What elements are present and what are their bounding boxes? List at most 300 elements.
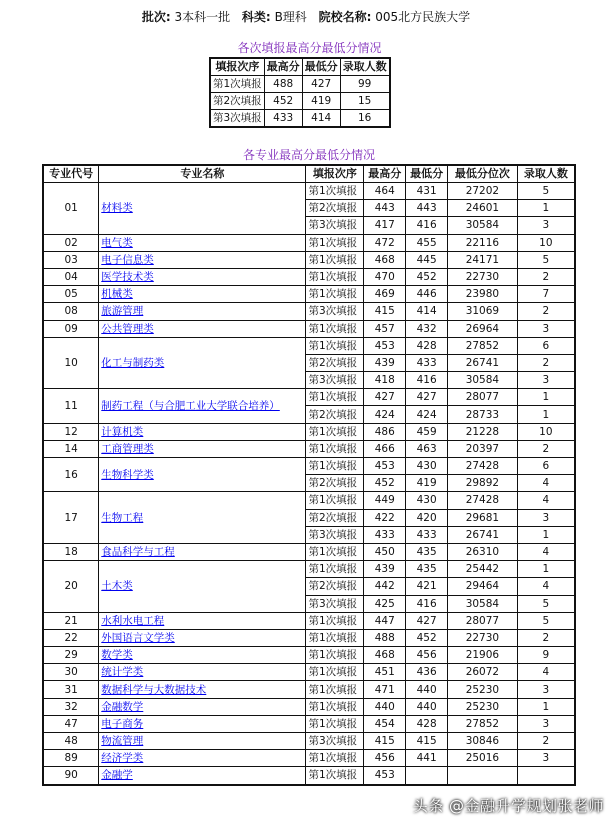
round-cell: 第1次填报	[306, 458, 364, 475]
round-cell: 第1次填报	[306, 268, 364, 285]
major-code: 20	[43, 561, 99, 613]
major-name-link[interactable]: 医学技术类	[101, 271, 154, 284]
max-score-cell: 453	[364, 767, 406, 785]
table-row	[43, 715, 575, 732]
summary-header-cell: 录取人数	[340, 58, 390, 76]
min-score-cell: 443	[406, 200, 448, 217]
major-code: 18	[43, 543, 99, 560]
major-name-link[interactable]: 机械类	[101, 288, 133, 301]
majors-table	[42, 164, 576, 786]
round-cell: 第1次填报	[306, 423, 364, 440]
admitted-count-cell: 10	[517, 234, 575, 251]
admitted-count-cell: 1	[517, 389, 575, 406]
round-cell: 第1次填报	[306, 251, 364, 268]
min-rank-cell: 27428	[448, 458, 518, 475]
admitted-count-cell: 6	[517, 458, 575, 475]
min-rank-cell: 25016	[448, 750, 518, 767]
table-row	[43, 286, 575, 303]
major-name-cell	[99, 440, 306, 457]
round-cell: 第1次填报	[306, 767, 364, 785]
max-score-cell: 449	[364, 492, 406, 509]
min-score-cell: 416	[406, 595, 448, 612]
admitted-count-cell: 3	[517, 715, 575, 732]
min-rank-cell: 26310	[448, 543, 518, 560]
table-row	[43, 337, 575, 354]
min-rank-cell: 25230	[448, 681, 518, 698]
min-rank-cell: 26964	[448, 320, 518, 337]
major-name-cell	[99, 715, 306, 732]
admitted-count-cell: 10	[517, 423, 575, 440]
round-cell: 第1次填报	[306, 612, 364, 629]
round-cell: 第3次填报	[306, 595, 364, 612]
admitted-count-cell: 4	[517, 578, 575, 595]
round-cell: 第2次填报	[306, 509, 364, 526]
table-row	[43, 183, 575, 200]
min-score-cell: 436	[406, 664, 448, 681]
admitted-count-cell: 3	[517, 372, 575, 389]
major-name-link[interactable]: 电子信息类	[101, 253, 154, 266]
min-rank-cell: 30846	[448, 733, 518, 750]
major-code: 29	[43, 647, 99, 664]
max-score-cell: 433	[364, 526, 406, 543]
summary-cell: 15	[340, 93, 390, 110]
admitted-count-cell: 1	[517, 526, 575, 543]
min-rank-cell: 24171	[448, 251, 518, 268]
major-code: 11	[43, 389, 99, 423]
major-name-link[interactable]: 数据科学与大数据技术	[101, 683, 207, 696]
round-cell: 第2次填报	[306, 475, 364, 492]
summary-cell: 488	[264, 76, 302, 93]
table-row	[43, 612, 575, 629]
round-cell: 第3次填报	[306, 217, 364, 234]
major-name-link[interactable]: 生物工程	[101, 511, 144, 524]
major-name-cell	[99, 337, 306, 389]
major-code: 21	[43, 612, 99, 629]
major-code: 47	[43, 715, 99, 732]
major-name-link[interactable]: 金融学	[101, 769, 133, 782]
table-row	[43, 698, 575, 715]
summary-cell: 433	[264, 110, 302, 128]
admitted-count-cell: 1	[517, 200, 575, 217]
min-rank-cell: 27428	[448, 492, 518, 509]
round-cell: 第1次填报	[306, 715, 364, 732]
major-name-cell	[99, 320, 306, 337]
table-row	[43, 268, 575, 285]
min-score-cell: 441	[406, 750, 448, 767]
major-name-link[interactable]: 电子商务	[101, 717, 144, 730]
round-cell: 第1次填报	[306, 543, 364, 560]
min-score-cell: 414	[406, 303, 448, 320]
table-row	[43, 440, 575, 457]
min-rank-cell: 25230	[448, 698, 518, 715]
major-code: 01	[43, 183, 99, 235]
max-score-cell: 488	[364, 629, 406, 646]
summary-header-cell: 最高分	[264, 58, 302, 76]
max-score-cell: 422	[364, 509, 406, 526]
table-row	[43, 492, 575, 509]
major-name-link[interactable]: 计算机类	[101, 425, 144, 438]
min-score-cell: 430	[406, 458, 448, 475]
min-rank-cell: 27852	[448, 715, 518, 732]
table-row	[43, 389, 575, 406]
majors-header-cell: 专业名称	[99, 165, 306, 183]
admitted-count-cell: 2	[517, 354, 575, 371]
round-cell: 第2次填报	[306, 200, 364, 217]
summary-row	[210, 110, 390, 128]
summary-cell: 99	[340, 76, 390, 93]
subject-label: 科类:	[241, 10, 271, 24]
major-name-cell	[99, 286, 306, 303]
table-row	[43, 664, 575, 681]
majors-header-cell: 专业代号	[43, 165, 99, 183]
major-name-link[interactable]: 数学类	[101, 649, 133, 662]
min-score-cell: 428	[406, 715, 448, 732]
admitted-count-cell: 2	[517, 733, 575, 750]
admitted-count-cell: 2	[517, 303, 575, 320]
major-code: 08	[43, 303, 99, 320]
round-cell: 第1次填报	[306, 183, 364, 200]
table-row	[43, 423, 575, 440]
admitted-count-cell	[517, 767, 575, 785]
max-score-cell: 470	[364, 268, 406, 285]
major-name-link[interactable]: 食品科学与工程	[101, 546, 175, 559]
table-row	[43, 561, 575, 578]
admitted-count-cell: 4	[517, 475, 575, 492]
major-name-link[interactable]: 物流管理	[101, 735, 144, 748]
major-name-cell	[99, 492, 306, 544]
min-score-cell: 452	[406, 629, 448, 646]
round-cell: 第3次填报	[306, 733, 364, 750]
min-rank-cell: 30584	[448, 217, 518, 234]
table-row	[43, 629, 575, 646]
major-name-link[interactable]: 金融数学	[101, 700, 144, 713]
max-score-cell: 425	[364, 595, 406, 612]
majors-header-cell: 录取人数	[517, 165, 575, 183]
round-cell: 第1次填报	[306, 492, 364, 509]
min-score-cell: 455	[406, 234, 448, 251]
major-name-link[interactable]: 旅游管理	[101, 305, 144, 318]
min-rank-cell: 21228	[448, 423, 518, 440]
major-name-cell	[99, 647, 306, 664]
major-name-cell	[99, 698, 306, 715]
major-code: 14	[43, 440, 99, 457]
max-score-cell: 456	[364, 750, 406, 767]
max-score-cell: 417	[364, 217, 406, 234]
major-code: 89	[43, 750, 99, 767]
min-score-cell: 433	[406, 354, 448, 371]
major-code: 10	[43, 337, 99, 389]
major-name-cell	[99, 183, 306, 235]
major-name-link[interactable]: 制药工程（与合肥工业大学联合培养）	[101, 399, 280, 412]
summary-header-cell: 最低分	[302, 58, 340, 76]
major-name-link[interactable]: 工商管理类	[101, 442, 154, 455]
min-rank-cell: 22730	[448, 268, 518, 285]
min-score-cell: 446	[406, 286, 448, 303]
max-score-cell: 464	[364, 183, 406, 200]
max-score-cell: 443	[364, 200, 406, 217]
max-score-cell: 440	[364, 698, 406, 715]
min-rank-cell: 28077	[448, 612, 518, 629]
table-row	[43, 543, 575, 560]
summary-cell: 16	[340, 110, 390, 128]
school-value: 005北方民族大学	[375, 10, 471, 24]
round-cell: 第1次填报	[306, 320, 364, 337]
min-score-cell: 432	[406, 320, 448, 337]
min-rank-cell: 27202	[448, 183, 518, 200]
max-score-cell: 427	[364, 389, 406, 406]
major-name-cell	[99, 234, 306, 251]
major-name-link[interactable]: 经济学类	[101, 752, 144, 765]
major-code: 03	[43, 251, 99, 268]
table-row	[43, 320, 575, 337]
major-name-link[interactable]: 外国语言文学类	[101, 631, 175, 644]
summary-cell: 419	[302, 93, 340, 110]
min-score-cell: 431	[406, 183, 448, 200]
min-score-cell: 463	[406, 440, 448, 457]
min-rank-cell	[448, 767, 518, 785]
table-row	[43, 681, 575, 698]
admitted-count-cell: 2	[517, 629, 575, 646]
major-code: 31	[43, 681, 99, 698]
admitted-count-cell: 1	[517, 561, 575, 578]
summary-cell: 427	[302, 76, 340, 93]
major-code: 04	[43, 268, 99, 285]
min-score-cell: 415	[406, 733, 448, 750]
major-code: 09	[43, 320, 99, 337]
major-name-link[interactable]: 土木类	[101, 580, 133, 593]
max-score-cell: 452	[364, 475, 406, 492]
round-cell: 第3次填报	[306, 526, 364, 543]
major-code: 17	[43, 492, 99, 544]
min-score-cell: 419	[406, 475, 448, 492]
batch-value: 3本科一批	[174, 10, 231, 24]
round-cell: 第3次填报	[306, 372, 364, 389]
majors-header-cell: 最低分位次	[448, 165, 518, 183]
batch-label: 批次:	[141, 10, 171, 24]
min-score-cell: 435	[406, 561, 448, 578]
table-row	[43, 767, 575, 785]
table-row	[43, 750, 575, 767]
min-score-cell: 452	[406, 268, 448, 285]
admitted-count-cell: 4	[517, 543, 575, 560]
major-name-cell	[99, 268, 306, 285]
major-name-cell	[99, 303, 306, 320]
round-cell: 第1次填报	[306, 440, 364, 457]
admitted-count-cell: 5	[517, 595, 575, 612]
admitted-count-cell: 4	[517, 664, 575, 681]
major-code: 32	[43, 698, 99, 715]
major-name-link[interactable]: 材料类	[101, 202, 133, 215]
summary-header-cell: 填报次序	[210, 58, 264, 76]
min-score-cell: 416	[406, 372, 448, 389]
min-rank-cell: 30584	[448, 595, 518, 612]
max-score-cell: 442	[364, 578, 406, 595]
round-cell: 第1次填报	[306, 681, 364, 698]
admitted-count-cell: 5	[517, 612, 575, 629]
round-cell: 第1次填报	[306, 664, 364, 681]
min-rank-cell: 20397	[448, 440, 518, 457]
admitted-count-cell: 7	[517, 286, 575, 303]
page-header	[0, 8, 612, 25]
major-name-link[interactable]: 电气类	[101, 236, 133, 249]
max-score-cell: 468	[364, 251, 406, 268]
major-name-link[interactable]: 生物科学类	[101, 468, 154, 481]
admitted-count-cell: 1	[517, 406, 575, 423]
majors-header-cell: 填报次序	[306, 165, 364, 183]
summary-table	[209, 57, 391, 128]
min-score-cell	[406, 767, 448, 785]
summary-row	[210, 93, 390, 110]
summary-cell: 第2次填报	[210, 93, 264, 110]
min-rank-cell: 21906	[448, 647, 518, 664]
table-row	[43, 251, 575, 268]
major-code: 30	[43, 664, 99, 681]
admitted-count-cell: 3	[517, 509, 575, 526]
major-name-link[interactable]: 统计学类	[101, 666, 144, 679]
summary-row	[210, 76, 390, 93]
min-score-cell: 430	[406, 492, 448, 509]
major-name-cell	[99, 389, 306, 423]
round-cell: 第2次填报	[306, 406, 364, 423]
min-rank-cell: 26741	[448, 526, 518, 543]
major-name-link[interactable]: 水利水电工程	[101, 614, 165, 627]
min-score-cell: 416	[406, 217, 448, 234]
round-cell: 第1次填报	[306, 234, 364, 251]
min-score-cell: 421	[406, 578, 448, 595]
major-name-cell	[99, 681, 306, 698]
max-score-cell: 453	[364, 337, 406, 354]
max-score-cell: 468	[364, 647, 406, 664]
table-row	[43, 733, 575, 750]
min-rank-cell: 30584	[448, 372, 518, 389]
major-name-cell	[99, 561, 306, 613]
table-row	[43, 647, 575, 664]
min-score-cell: 427	[406, 389, 448, 406]
summary-cell: 第1次填报	[210, 76, 264, 93]
round-cell: 第3次填报	[306, 303, 364, 320]
major-name-cell	[99, 423, 306, 440]
round-cell: 第1次填报	[306, 698, 364, 715]
min-score-cell: 459	[406, 423, 448, 440]
major-code: 16	[43, 458, 99, 492]
majors-header-cell: 最低分	[406, 165, 448, 183]
min-rank-cell: 28077	[448, 389, 518, 406]
min-rank-cell: 29681	[448, 509, 518, 526]
table-row	[43, 234, 575, 251]
min-score-cell: 445	[406, 251, 448, 268]
major-code: 02	[43, 234, 99, 251]
summary-cell: 第3次填报	[210, 110, 264, 128]
admitted-count-cell: 4	[517, 492, 575, 509]
max-score-cell: 415	[364, 733, 406, 750]
min-rank-cell: 26741	[448, 354, 518, 371]
admitted-count-cell: 9	[517, 647, 575, 664]
major-name-cell	[99, 458, 306, 492]
max-score-cell: 439	[364, 354, 406, 371]
min-rank-cell: 24601	[448, 200, 518, 217]
admitted-count-cell: 1	[517, 698, 575, 715]
round-cell: 第2次填报	[306, 578, 364, 595]
major-name-cell	[99, 750, 306, 767]
min-rank-cell: 31069	[448, 303, 518, 320]
round-cell: 第1次填报	[306, 561, 364, 578]
min-rank-cell: 29464	[448, 578, 518, 595]
max-score-cell: 418	[364, 372, 406, 389]
major-name-cell	[99, 629, 306, 646]
max-score-cell: 469	[364, 286, 406, 303]
min-rank-cell: 29892	[448, 475, 518, 492]
admitted-count-cell: 3	[517, 320, 575, 337]
max-score-cell: 447	[364, 612, 406, 629]
min-score-cell: 424	[406, 406, 448, 423]
min-score-cell: 420	[406, 509, 448, 526]
major-code: 22	[43, 629, 99, 646]
summary-cell: 452	[264, 93, 302, 110]
major-code: 05	[43, 286, 99, 303]
major-code: 48	[43, 733, 99, 750]
major-name-cell	[99, 767, 306, 785]
max-score-cell: 466	[364, 440, 406, 457]
min-score-cell: 433	[406, 526, 448, 543]
major-name-cell	[99, 733, 306, 750]
max-score-cell: 439	[364, 561, 406, 578]
majors-header-cell: 最高分	[364, 165, 406, 183]
max-score-cell: 486	[364, 423, 406, 440]
min-score-cell: 456	[406, 647, 448, 664]
max-score-cell: 451	[364, 664, 406, 681]
min-rank-cell: 27852	[448, 337, 518, 354]
round-cell: 第1次填报	[306, 286, 364, 303]
major-name-cell	[99, 612, 306, 629]
round-cell: 第2次填报	[306, 354, 364, 371]
watermark: 头条 @金融升学规划张老师	[412, 797, 604, 815]
majors-caption: 各专业最高分最低分情况	[242, 148, 375, 162]
admitted-count-cell: 5	[517, 183, 575, 200]
round-cell: 第1次填报	[306, 337, 364, 354]
admitted-count-cell: 2	[517, 440, 575, 457]
round-cell: 第1次填报	[306, 629, 364, 646]
max-score-cell: 472	[364, 234, 406, 251]
admitted-count-cell: 5	[517, 251, 575, 268]
admitted-count-cell: 6	[517, 337, 575, 354]
max-score-cell: 454	[364, 715, 406, 732]
min-rank-cell: 26072	[448, 664, 518, 681]
major-name-cell	[99, 664, 306, 681]
admitted-count-cell: 3	[517, 217, 575, 234]
admitted-count-cell: 2	[517, 268, 575, 285]
max-score-cell: 453	[364, 458, 406, 475]
max-score-cell: 415	[364, 303, 406, 320]
max-score-cell: 450	[364, 543, 406, 560]
major-name-link[interactable]: 化工与制药类	[101, 356, 165, 369]
major-name-link[interactable]: 公共管理类	[101, 322, 154, 335]
max-score-cell: 471	[364, 681, 406, 698]
min-score-cell: 440	[406, 681, 448, 698]
summary-caption: 各次填报最高分最低分情况	[237, 41, 382, 55]
round-cell: 第1次填报	[306, 647, 364, 664]
min-score-cell: 427	[406, 612, 448, 629]
min-rank-cell: 23980	[448, 286, 518, 303]
max-score-cell: 424	[364, 406, 406, 423]
min-score-cell: 435	[406, 543, 448, 560]
summary-cell: 414	[302, 110, 340, 128]
min-score-cell: 428	[406, 337, 448, 354]
min-rank-cell: 25442	[448, 561, 518, 578]
min-score-cell: 440	[406, 698, 448, 715]
min-rank-cell: 22730	[448, 629, 518, 646]
round-cell: 第1次填报	[306, 389, 364, 406]
admitted-count-cell: 3	[517, 750, 575, 767]
